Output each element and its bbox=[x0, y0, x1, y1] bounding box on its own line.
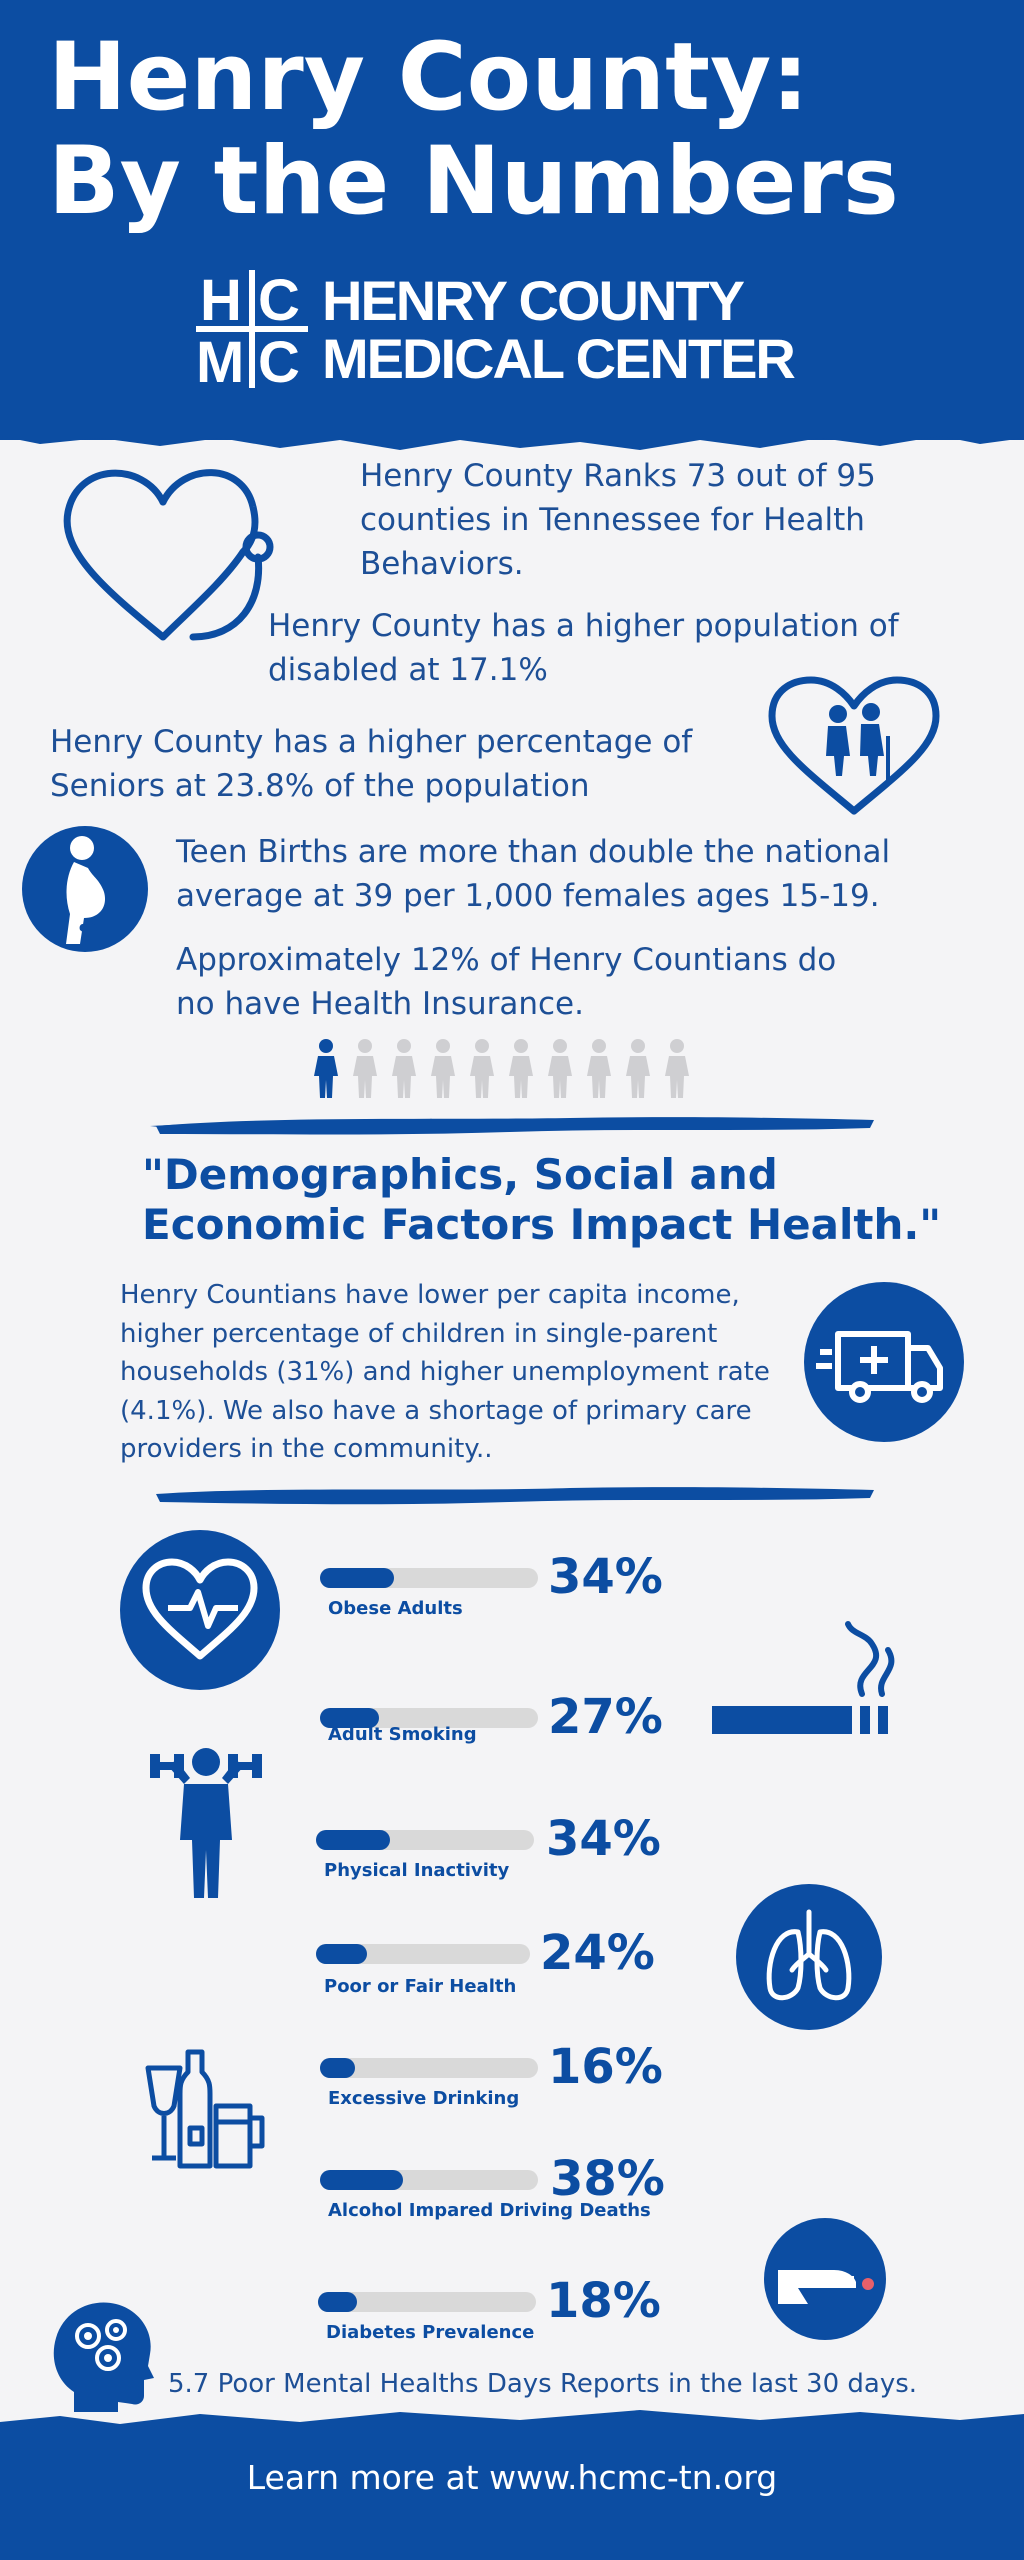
title-line-1: Henry County: bbox=[48, 23, 809, 132]
hcmc-logo-mark bbox=[196, 270, 308, 388]
footer-link[interactable]: Learn more at www.hcmc-tn.org bbox=[246, 2458, 778, 2497]
bar-track bbox=[320, 1568, 538, 1588]
bar-value: 34% bbox=[548, 1549, 663, 1605]
finger-prick-icon bbox=[764, 2218, 886, 2340]
person-figure bbox=[314, 1039, 338, 1098]
logo-line-2: MEDICAL CENTER bbox=[322, 327, 794, 390]
bar-label: Obese Adults bbox=[328, 1598, 463, 1619]
bar-value: 24% bbox=[540, 1925, 655, 1981]
lungs-icon bbox=[736, 1884, 882, 2030]
bar-value: 27% bbox=[548, 1689, 663, 1745]
person-figure bbox=[626, 1039, 650, 1098]
person-figure bbox=[548, 1039, 572, 1098]
brush-divider bbox=[150, 1112, 880, 1138]
seniors-heart-icon bbox=[766, 676, 942, 818]
person-figure bbox=[587, 1039, 611, 1098]
logo-line-1: HENRY COUNTY bbox=[322, 269, 743, 332]
person-figure bbox=[353, 1039, 377, 1098]
bar-fill bbox=[316, 1830, 390, 1850]
social-factors-paragraph: Henry Countians have lower per capita income, higher percentage of children in single-parent households (31%) and higher unemployment rate (4.1%). We also have a shortage of primary care providers in the community.. bbox=[120, 1280, 770, 1464]
bar-track bbox=[318, 2292, 536, 2312]
bar-fill bbox=[316, 1944, 367, 1964]
bar-value: 38% bbox=[550, 2151, 665, 2207]
stat-disabled: Henry County has a higher population of disabled at 17.1% bbox=[268, 608, 899, 688]
stat-seniors: Henry County has a higher percentage of Seniors at 23.8% of the population bbox=[50, 724, 693, 804]
bar-label: Diabetes Prevalence bbox=[326, 2322, 535, 2343]
svg-text:H: H bbox=[200, 270, 242, 333]
svg-text:M: M bbox=[196, 330, 245, 388]
pregnant-woman-icon bbox=[22, 826, 148, 952]
hcmc-logo bbox=[196, 270, 836, 400]
bar-fill bbox=[318, 2292, 357, 2312]
brush-divider bbox=[150, 1482, 880, 1508]
bar-track bbox=[316, 1830, 534, 1850]
person-figure bbox=[509, 1039, 533, 1098]
drinks-icon bbox=[140, 2046, 270, 2172]
person-figure bbox=[431, 1039, 455, 1098]
brain-gears-icon bbox=[44, 2296, 154, 2412]
logo-wordmark bbox=[322, 269, 794, 390]
cigarette-icon bbox=[712, 1620, 902, 1740]
person-figure bbox=[470, 1039, 494, 1098]
bar-value: 34% bbox=[546, 1811, 661, 1867]
quote-heading: "Demographics, Social and Economic Factors Impact Health." bbox=[142, 1150, 942, 1249]
bar-fill bbox=[320, 2170, 403, 2190]
ambulance-icon bbox=[804, 1282, 964, 1442]
bar-label: Excessive Drinking bbox=[328, 2088, 520, 2109]
bar-label: Alcohol Impared Driving Deaths bbox=[328, 2200, 651, 2221]
stat-health-behaviors: Henry County Ranks 73 out of 95 counties in Tennessee for Health Behaviors. bbox=[360, 458, 876, 582]
bar-track bbox=[320, 2170, 538, 2190]
svg-text:C: C bbox=[258, 330, 300, 388]
dumbbell-person-icon bbox=[150, 1744, 262, 1900]
bar-track bbox=[320, 2058, 538, 2078]
bar-value: 18% bbox=[546, 2273, 661, 2329]
stethoscope-heart-icon bbox=[48, 452, 278, 652]
page-title bbox=[48, 23, 988, 236]
bar-value: 16% bbox=[548, 2039, 663, 2095]
mental-health-stat: 5.7 Poor Mental Healths Days Reports in the last 30 days. bbox=[168, 2369, 918, 2399]
svg-text:C: C bbox=[258, 270, 300, 333]
bar-fill bbox=[320, 1568, 394, 1588]
person-figure bbox=[392, 1039, 416, 1098]
bar-fill bbox=[320, 2058, 355, 2078]
bar-track bbox=[316, 1944, 530, 1964]
stat-insurance: Approximately 12% of Henry Countians do no have Health Insurance. bbox=[176, 942, 837, 1022]
title-line-2: By the Numbers bbox=[48, 127, 899, 236]
bar-label: Poor or Fair Health bbox=[324, 1976, 517, 1997]
bar-label: Adult Smoking bbox=[328, 1724, 477, 1745]
heartbeat-icon bbox=[120, 1530, 280, 1690]
stat-teen-births: Teen Births are more than double the national average at 39 per 1,000 females ages 15-19. bbox=[176, 834, 891, 914]
bar-label: Physical Inactivity bbox=[324, 1860, 510, 1881]
person-figure bbox=[665, 1039, 689, 1098]
people-icon bbox=[308, 1038, 698, 1100]
